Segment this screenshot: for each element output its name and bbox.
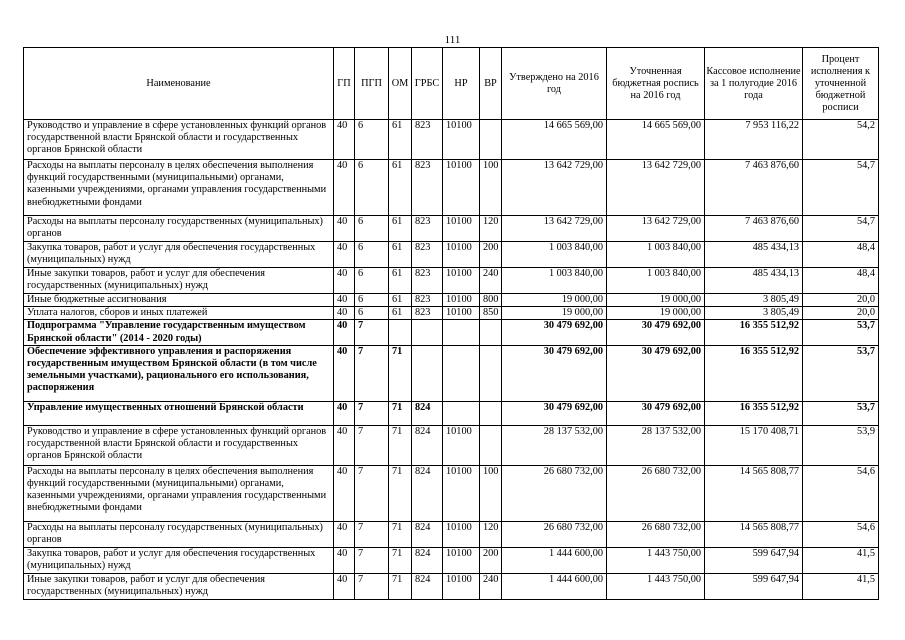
- cell-approved: 1 003 840,00: [502, 242, 607, 268]
- cell-refined: 1 003 840,00: [607, 242, 705, 268]
- cell-pgp: 6: [355, 307, 389, 320]
- cell-gp: 40: [334, 320, 355, 345]
- cell-cash: 485 434,13: [705, 242, 803, 268]
- col-header-np: НР: [443, 48, 480, 120]
- cell-gp: 40: [334, 294, 355, 307]
- cell-np: 10100: [443, 268, 480, 294]
- cell-vr: 850: [480, 307, 502, 320]
- cell-gp: 40: [334, 242, 355, 268]
- cell-pgp: 6: [355, 160, 389, 216]
- cell-np: 10100: [443, 521, 480, 547]
- table-row: [24, 547, 879, 573]
- cell-om: 71: [389, 425, 412, 465]
- cell-vr: 100: [480, 160, 502, 216]
- cell-percent: 53,9: [803, 425, 879, 465]
- cell-percent: 20,0: [803, 294, 879, 307]
- budget-table: [23, 47, 879, 600]
- table-row: [24, 216, 879, 242]
- table-row: [24, 425, 879, 465]
- cell-percent: 54,7: [803, 216, 879, 242]
- cell-cash: 599 647,94: [705, 547, 803, 573]
- cell-refined: 30 479 692,00: [607, 320, 705, 345]
- cell-grbs: 823: [412, 268, 443, 294]
- cell-approved: 13 642 729,00: [502, 160, 607, 216]
- cell-vr: 200: [480, 547, 502, 573]
- cell-approved: 19 000,00: [502, 307, 607, 320]
- cell-np: 10100: [443, 465, 480, 521]
- cell-gp: 40: [334, 268, 355, 294]
- cell-name: Иные закупки товаров, работ и услуг для обеспечения государственных (муниципальных) нужд: [24, 268, 334, 294]
- cell-refined: 14 665 569,00: [607, 120, 705, 160]
- cell-gp: 40: [334, 120, 355, 160]
- table-row: [24, 465, 879, 521]
- col-header-vr: ВР: [480, 48, 502, 120]
- cell-np: [443, 345, 480, 401]
- cell-np: 10100: [443, 242, 480, 268]
- cell-np: 10100: [443, 294, 480, 307]
- cell-name: Расходы на выплаты персоналу государственных (муниципальных) органов: [24, 216, 334, 242]
- cell-gp: 40: [334, 573, 355, 599]
- cell-vr: [480, 120, 502, 160]
- cell-np: 10100: [443, 160, 480, 216]
- cell-refined: 28 137 532,00: [607, 425, 705, 465]
- cell-grbs: 823: [412, 160, 443, 216]
- cell-approved: 26 680 732,00: [502, 465, 607, 521]
- cell-name: Закупка товаров, работ и услуг для обеспечения государственных (муниципальных) нужд: [24, 547, 334, 573]
- cell-name: Закупка товаров, работ и услуг для обеспечения государственных (муниципальных) нужд: [24, 242, 334, 268]
- cell-percent: 53,7: [803, 345, 879, 401]
- cell-refined: 26 680 732,00: [607, 465, 705, 521]
- cell-vr: 240: [480, 268, 502, 294]
- cell-pgp: 6: [355, 216, 389, 242]
- cell-om: 71: [389, 573, 412, 599]
- cell-pgp: 7: [355, 521, 389, 547]
- col-header-gp: ГП: [334, 48, 355, 120]
- cell-grbs: [412, 320, 443, 345]
- cell-approved: 30 479 692,00: [502, 345, 607, 401]
- cell-cash: 14 565 808,77: [705, 465, 803, 521]
- table-row: [24, 307, 879, 320]
- cell-percent: 54,6: [803, 521, 879, 547]
- cell-np: 10100: [443, 573, 480, 599]
- cell-refined: 19 000,00: [607, 307, 705, 320]
- cell-om: 71: [389, 547, 412, 573]
- cell-percent: 41,5: [803, 547, 879, 573]
- cell-refined: 13 642 729,00: [607, 160, 705, 216]
- cell-percent: 53,7: [803, 401, 879, 425]
- cell-om: 71: [389, 345, 412, 401]
- cell-approved: 14 665 569,00: [502, 120, 607, 160]
- table-body: [24, 120, 879, 600]
- cell-name: Руководство и управление в сфере установленных функций органов государственной власти Брянской области и государственных органов Брянской области: [24, 120, 334, 160]
- cell-pgp: 7: [355, 465, 389, 521]
- col-header-refined: Уточненная бюджетная роспись на 2016 год: [607, 48, 705, 120]
- cell-np: 10100: [443, 307, 480, 320]
- cell-pgp: 6: [355, 294, 389, 307]
- cell-grbs: 823: [412, 242, 443, 268]
- cell-grbs: 823: [412, 307, 443, 320]
- cell-approved: 1 444 600,00: [502, 547, 607, 573]
- cell-pgp: 6: [355, 268, 389, 294]
- cell-om: 61: [389, 160, 412, 216]
- table-row: [24, 120, 879, 160]
- cell-refined: 26 680 732,00: [607, 521, 705, 547]
- col-header-om: ОМ: [389, 48, 412, 120]
- cell-approved: 28 137 532,00: [502, 425, 607, 465]
- cell-vr: 800: [480, 294, 502, 307]
- cell-refined: 1 443 750,00: [607, 547, 705, 573]
- cell-name: Обеспечение эффективного управления и распоряжения государственным имуществом Брянской области (в том числе земельными участками), рационального его использования, распоряжения: [24, 345, 334, 401]
- cell-pgp: 7: [355, 345, 389, 401]
- cell-gp: 40: [334, 547, 355, 573]
- cell-percent: 54,2: [803, 120, 879, 160]
- cell-percent: 54,7: [803, 160, 879, 216]
- cell-name: Руководство и управление в сфере установленных функций органов государственной власти Брянской области и государственных органов Брянской области: [24, 425, 334, 465]
- table-row: [24, 242, 879, 268]
- cell-gp: 40: [334, 216, 355, 242]
- cell-approved: 1 444 600,00: [502, 573, 607, 599]
- cell-gp: 40: [334, 345, 355, 401]
- table-row: [24, 573, 879, 599]
- cell-approved: 30 479 692,00: [502, 401, 607, 425]
- cell-vr: 120: [480, 216, 502, 242]
- cell-vr: 200: [480, 242, 502, 268]
- table-row: [24, 294, 879, 307]
- cell-om: 71: [389, 521, 412, 547]
- cell-percent: 20,0: [803, 307, 879, 320]
- cell-name: Иные бюджетные ассигнования: [24, 294, 334, 307]
- cell-vr: 100: [480, 465, 502, 521]
- cell-pgp: 7: [355, 425, 389, 465]
- cell-pgp: 7: [355, 401, 389, 425]
- cell-pgp: 7: [355, 573, 389, 599]
- col-header-pgp: ПГП: [355, 48, 389, 120]
- cell-name: Расходы на выплаты персоналу государственных (муниципальных) органов: [24, 521, 334, 547]
- cell-om: 61: [389, 307, 412, 320]
- cell-np: 10100: [443, 547, 480, 573]
- cell-grbs: 824: [412, 425, 443, 465]
- cell-np: [443, 320, 480, 345]
- cell-percent: 48,4: [803, 242, 879, 268]
- cell-grbs: [412, 345, 443, 401]
- cell-pgp: 7: [355, 547, 389, 573]
- cell-refined: 13 642 729,00: [607, 216, 705, 242]
- cell-om: 61: [389, 216, 412, 242]
- table-row: [24, 160, 879, 216]
- cell-grbs: 824: [412, 573, 443, 599]
- cell-name: Подпрограмма "Управление государственным имуществом Брянской области" (2014 - 2020 годы): [24, 320, 334, 345]
- cell-grbs: 824: [412, 465, 443, 521]
- col-header-approved: Утверждено на 2016 год: [502, 48, 607, 120]
- table-row: [24, 320, 879, 345]
- cell-approved: 1 003 840,00: [502, 268, 607, 294]
- cell-name: Управление имущественных отношений Брянской области: [24, 401, 334, 425]
- cell-vr: [480, 320, 502, 345]
- cell-om: 71: [389, 465, 412, 521]
- cell-percent: 53,7: [803, 320, 879, 345]
- cell-cash: 16 355 512,92: [705, 320, 803, 345]
- cell-gp: 40: [334, 401, 355, 425]
- col-header-grbs: ГРБС: [412, 48, 443, 120]
- cell-approved: 30 479 692,00: [502, 320, 607, 345]
- cell-grbs: 823: [412, 120, 443, 160]
- table-row: [24, 521, 879, 547]
- cell-om: 71: [389, 401, 412, 425]
- cell-cash: 7 953 116,22: [705, 120, 803, 160]
- cell-approved: 26 680 732,00: [502, 521, 607, 547]
- cell-gp: 40: [334, 465, 355, 521]
- cell-np: [443, 401, 480, 425]
- cell-cash: 15 170 408,71: [705, 425, 803, 465]
- cell-cash: 14 565 808,77: [705, 521, 803, 547]
- table-row: [24, 401, 879, 425]
- table-row: [24, 345, 879, 401]
- cell-pgp: 6: [355, 120, 389, 160]
- cell-approved: 13 642 729,00: [502, 216, 607, 242]
- cell-cash: 3 805,49: [705, 294, 803, 307]
- cell-cash: 16 355 512,92: [705, 401, 803, 425]
- cell-gp: 40: [334, 160, 355, 216]
- cell-name: Расходы на выплаты персоналу в целях обеспечения выполнения функций государственными (муниципальными) органами, казенными учреждениями, органами управления государственными внебюджетными фондами: [24, 465, 334, 521]
- cell-gp: 40: [334, 425, 355, 465]
- cell-om: 61: [389, 242, 412, 268]
- cell-om: [389, 320, 412, 345]
- cell-gp: 40: [334, 521, 355, 547]
- cell-cash: 485 434,13: [705, 268, 803, 294]
- cell-om: 61: [389, 120, 412, 160]
- cell-percent: 48,4: [803, 268, 879, 294]
- col-header-cash: Кассовое исполнение за 1 полугодие 2016 года: [705, 48, 803, 120]
- cell-refined: 19 000,00: [607, 294, 705, 307]
- cell-grbs: 824: [412, 401, 443, 425]
- cell-grbs: 824: [412, 521, 443, 547]
- cell-vr: [480, 425, 502, 465]
- cell-percent: 41,5: [803, 573, 879, 599]
- cell-vr: [480, 401, 502, 425]
- cell-approved: 19 000,00: [502, 294, 607, 307]
- cell-vr: 120: [480, 521, 502, 547]
- cell-om: 61: [389, 294, 412, 307]
- table-row: [24, 268, 879, 294]
- cell-cash: 3 805,49: [705, 307, 803, 320]
- col-header-percent: Процент исполнения к уточненной бюджетной росписи: [803, 48, 879, 120]
- cell-cash: 7 463 876,60: [705, 160, 803, 216]
- cell-refined: 1 003 840,00: [607, 268, 705, 294]
- cell-grbs: 823: [412, 216, 443, 242]
- cell-cash: 16 355 512,92: [705, 345, 803, 401]
- cell-grbs: 824: [412, 547, 443, 573]
- cell-cash: 599 647,94: [705, 573, 803, 599]
- cell-refined: 30 479 692,00: [607, 345, 705, 401]
- cell-np: 10100: [443, 216, 480, 242]
- page-number: 111: [444, 34, 461, 46]
- cell-refined: 1 443 750,00: [607, 573, 705, 599]
- cell-pgp: 6: [355, 242, 389, 268]
- cell-pgp: 7: [355, 320, 389, 345]
- cell-om: 61: [389, 268, 412, 294]
- cell-gp: 40: [334, 307, 355, 320]
- cell-name: Уплата налогов, сборов и иных платежей: [24, 307, 334, 320]
- cell-vr: 240: [480, 573, 502, 599]
- cell-grbs: 823: [412, 294, 443, 307]
- cell-name: Иные закупки товаров, работ и услуг для обеспечения государственных (муниципальных) нужд: [24, 573, 334, 599]
- header-row: [24, 48, 879, 120]
- cell-vr: [480, 345, 502, 401]
- cell-np: 10100: [443, 120, 480, 160]
- cell-refined: 30 479 692,00: [607, 401, 705, 425]
- cell-cash: 7 463 876,60: [705, 216, 803, 242]
- cell-name: Расходы на выплаты персоналу в целях обеспечения выполнения функций государственными (муниципальными) органами, казенными учреждениями, органами управления государственными внебюджетными фондами: [24, 160, 334, 216]
- col-header-name: Наименование: [24, 48, 334, 120]
- cell-np: 10100: [443, 425, 480, 465]
- cell-percent: 54,6: [803, 465, 879, 521]
